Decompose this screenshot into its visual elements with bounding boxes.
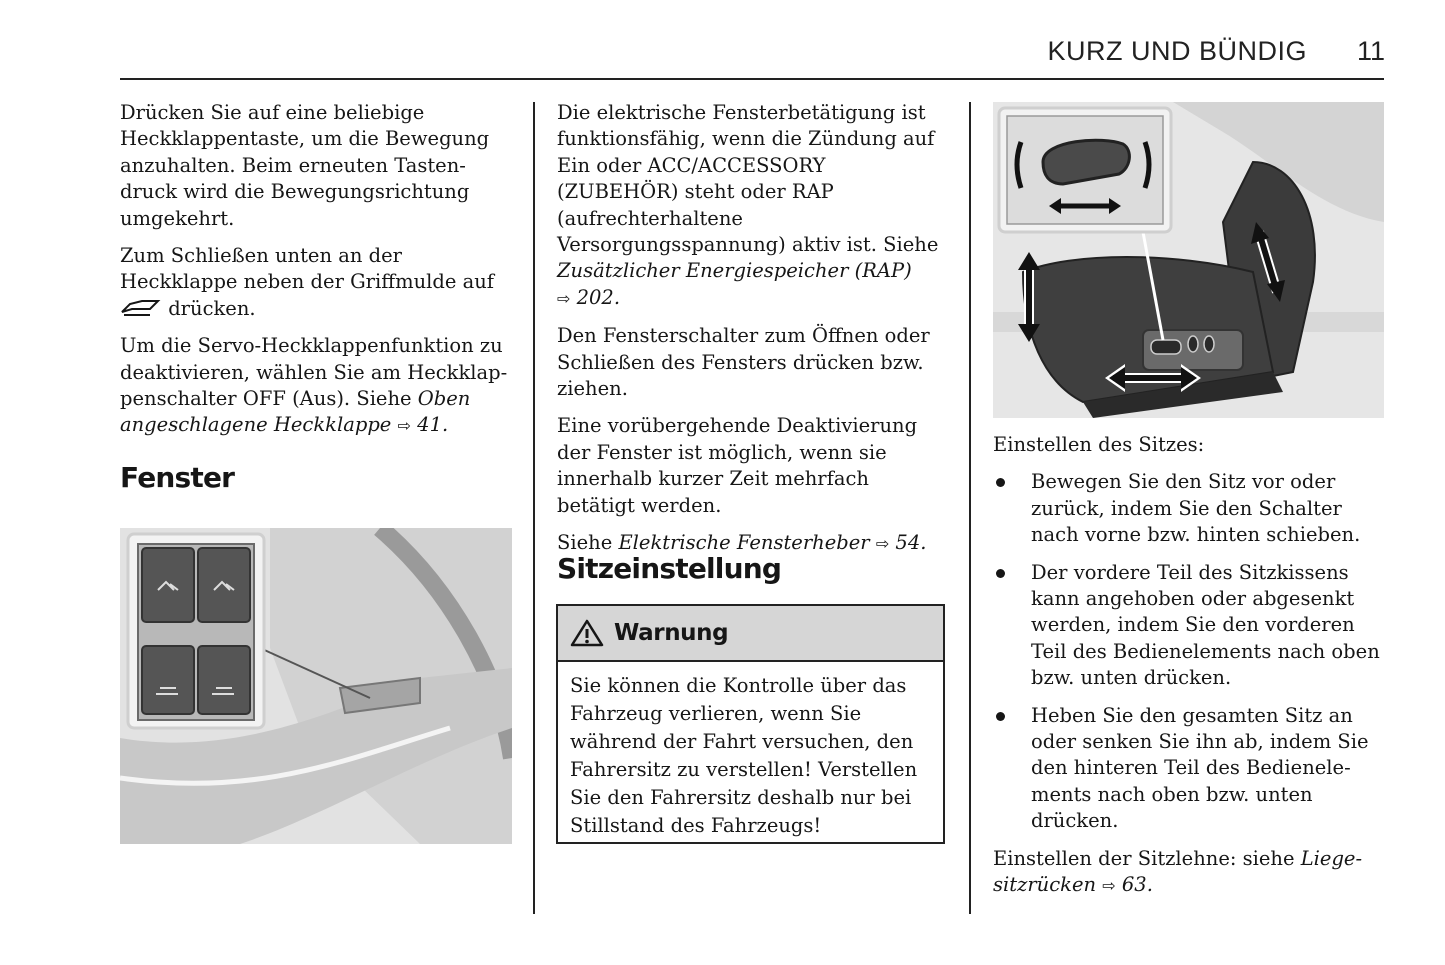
ref-rap[interactable]: Zusätzlicher Energiespeicher (RAP) — [557, 259, 912, 283]
window-switch-illustration — [120, 528, 512, 844]
ref-page-63[interactable]: 63 — [1121, 873, 1147, 897]
ref-reclining-seatback[interactable]: Liegesitzrücken — [993, 846, 1363, 897]
paragraph-tailgate-close — [120, 243, 515, 322]
warning-header — [558, 606, 943, 662]
warning-text: Sie können die Kontrolle über das Fahrzeug verlieren, wenn Sie während der Fahrt versuchen, den Fahrersitz zu verstellen! Verstellen Sie den Fahrersitz deshalb nur bei Stillstand des Fahrzeugs! — [570, 674, 918, 837]
window-switch-drawing — [120, 528, 512, 844]
seat-instructions-list — [993, 469, 1385, 834]
paragraph-tailgate-close-end: drücken. — [168, 296, 256, 320]
ref-arrow-icon: ⇨ — [557, 288, 571, 308]
tailgate-close-icon — [120, 297, 162, 319]
paragraph-window-see: Siehe Elektrische Fensterheber ⇨ 54. — [557, 531, 927, 555]
paragraph-tailgate-close-text: Zum Schließen unten an der Heckklappe neben der Griffmulde auf — [120, 244, 494, 294]
list-item — [993, 703, 1385, 835]
ref-power-windows[interactable]: Elektrische Fensterheber — [618, 531, 870, 555]
paragraph-tailgate-disable: Um die Servo-Heckklappenfunktion zu deaktivieren, wählen Sie am Heckklappenschalter OFF (Aus). Siehe Oben angeschlagene Heckklappe ⇨ 41. — [120, 334, 508, 437]
list-item — [993, 469, 1385, 548]
header-rule — [120, 78, 1384, 80]
paragraph-window-switch: Den Fensterschalter zum Öffnen oder Schließen des Fensters drücken bzw. ziehen. — [557, 324, 930, 401]
ref-page-41[interactable]: 41 — [417, 413, 442, 437]
paragraph-seatback: Einstellen der Sitzlehne: siehe Liegesitzrücken ⇨ 63. — [993, 846, 1363, 897]
column-1 — [120, 100, 515, 451]
page-header — [0, 0, 1445, 80]
ref-arrow-icon: ⇨ — [1102, 876, 1116, 896]
heading-sitzeinstellung: Sitzeinstellung — [557, 552, 782, 585]
column-divider-1 — [533, 102, 535, 914]
list-item-text: Heben Sie den gesamten Sitz an oder senken Sie ihn ab, indem Sie den hinteren Teil des Bedienelements nach oben bzw. unten drücken. — [1031, 703, 1369, 833]
ref-arrow-icon: ⇨ — [875, 534, 890, 554]
section-title: KURZ UND BÜNDIG — [1047, 36, 1307, 66]
paragraph-window-ignition-text: Die elektrische Fensterbetätigung ist funktionsfähig, wenn die Zündung auf Ein oder ACC/ACCESSORY (ZUBEHÖR) steht oder RAP (aufrechterhaltene Versorgungsspannung) aktiv ist. Siehe — [557, 101, 939, 257]
bullet-icon — [996, 478, 1005, 487]
paragraph-seatback-text: Einstellen der Sitzlehne: siehe — [993, 846, 1301, 870]
ref-tailgate[interactable]: Oben angeschlagene Heckklappe — [120, 387, 471, 437]
seat-drawing — [993, 102, 1384, 418]
bullet-icon — [996, 569, 1005, 578]
paragraph-tailgate-stop: Drücken Sie auf eine beliebige Heckklappentaste, um die Bewegung anzuhalten. Beim erneuten Tastendruck wird die Bewegungsrichtung umgekehrt. — [120, 101, 490, 230]
paragraph-seat-intro: Einstellen des Sitzes: — [993, 433, 1205, 456]
page-number: 11 — [1356, 36, 1385, 66]
bullet-icon — [996, 712, 1005, 721]
list-item-text: Der vordere Teil des Sitzkissens kann angehoben oder abgesenkt werden, indem Sie den vorderen Teil des Bedienelements nach oben bzw. unten drücken. — [1031, 560, 1380, 690]
column-3 — [993, 432, 1385, 911]
seat-adjust-illustration — [993, 102, 1384, 418]
paragraph-window-see-text: Siehe — [557, 531, 619, 555]
ref-arrow-icon: ⇨ — [397, 416, 411, 436]
list-item-text: Bewegen Sie den Sitz vor oder zurück, indem Sie den Schalter nach vorne bzw. hinten schieben. — [1031, 470, 1361, 547]
column-2 — [557, 100, 952, 569]
paragraph-window-ignition: Die elektrische Fensterbetätigung ist funktionsfähig, wenn die Zündung auf Ein oder ACC/ACCESSORY (ZUBEHÖR) steht oder RAP (aufrechterhaltene Versorgungsspannung) aktiv ist. Siehe Zusätzlicher Energiespeicher (RAP) ⇨ 202. — [557, 101, 939, 309]
list-item — [993, 560, 1385, 692]
warning-box — [556, 604, 945, 844]
ref-page-202[interactable]: 202 — [576, 285, 614, 309]
warning-title: Warnung — [614, 620, 729, 646]
warning-triangle-icon — [570, 619, 604, 647]
heading-fenster: Fenster — [120, 461, 235, 494]
ref-page-54[interactable]: 54 — [895, 531, 921, 555]
paragraph-window-deactivation: Eine vorübergehende Deaktivierung der Fenster ist möglich, wenn sie innerhalb kurzer Zeit mehrfach betätigt werden. — [557, 414, 918, 517]
paragraph-tailgate-disable-text: Um die Servo-Heckklappenfunktion zu deaktivieren, wählen Sie am Heckklappenschalter OFF (Aus). Siehe — [120, 334, 508, 411]
column-divider-2 — [969, 102, 971, 914]
